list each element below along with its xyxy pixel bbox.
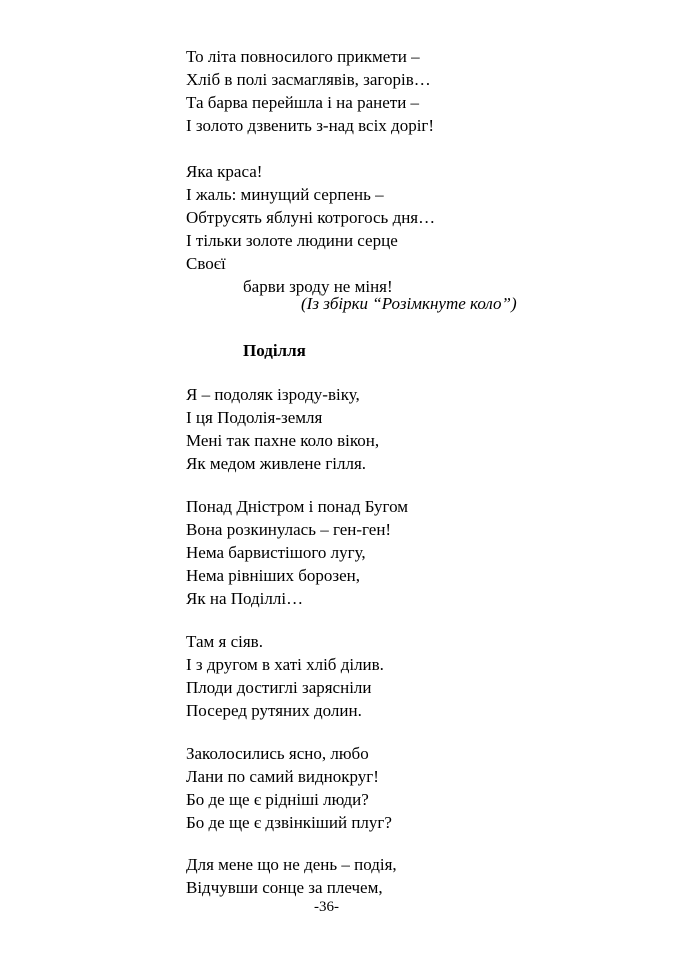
poem-line: Хліб в полі засмаглявів, загорів… [186, 70, 431, 89]
poem-line: Нема рівніших борозен, [186, 566, 361, 585]
poem-line: Своєї [186, 254, 226, 273]
poem-line: І жаль: минущий серпень – [186, 185, 384, 204]
poem-line: Яка краса! [186, 162, 263, 181]
poem-line: Та барва перейшла і на ранети – [186, 93, 420, 112]
source-attribution: (Із збірки “Розімкнуте коло”) [301, 294, 517, 313]
poem-line: Обтрусять яблуні котрогось дня… [186, 208, 436, 227]
poem-title: Поділля [243, 341, 306, 360]
poem-line: Там я сіяв. [186, 632, 263, 651]
poem-line: Нема барвистішого лугу, [186, 543, 366, 562]
poem-line: Відчувши сонце за плечем, [186, 878, 383, 897]
page-number: -36- [314, 899, 339, 915]
poem-line: Посеред рутяних долин. [186, 701, 362, 720]
poem-line: І золото дзвенить з-над всіх доріг! [186, 116, 435, 135]
poem-line: І тільки золоте людини серце [186, 231, 398, 250]
poem-line: Лани по самий виднокруг! [186, 767, 379, 786]
poem-line: Вона розкинулась – ген-ген! [186, 520, 392, 539]
poem-line: Понад Дністром і понад Бугом [186, 497, 409, 516]
poem-line: Я – подоляк ізроду-віку, [186, 385, 360, 404]
poem-line: Заколосились ясно, любо [186, 744, 369, 763]
poem-line: Як медом живлене гілля. [186, 454, 367, 473]
poem-line: І з другом в хаті хліб ділив. [186, 655, 384, 674]
poem-line: Мені так пахне коло вікон, [186, 431, 380, 450]
poem-line: барви зроду не міня! [243, 277, 393, 296]
poem-line: Для мене що не день – подія, [186, 855, 397, 874]
poem-line: Як на Поділлі… [186, 589, 304, 608]
poem-line: І ця Подолія-земля [186, 408, 323, 427]
poem-line: То літа повносилого прикмети – [186, 47, 420, 66]
poem-line: Бо де ще є дзвінкіший плуг? [186, 813, 392, 832]
poem-line: Плоди достиглі зарясніли [186, 678, 372, 697]
poem-line: Бо де ще є рідніші люди? [186, 790, 369, 809]
